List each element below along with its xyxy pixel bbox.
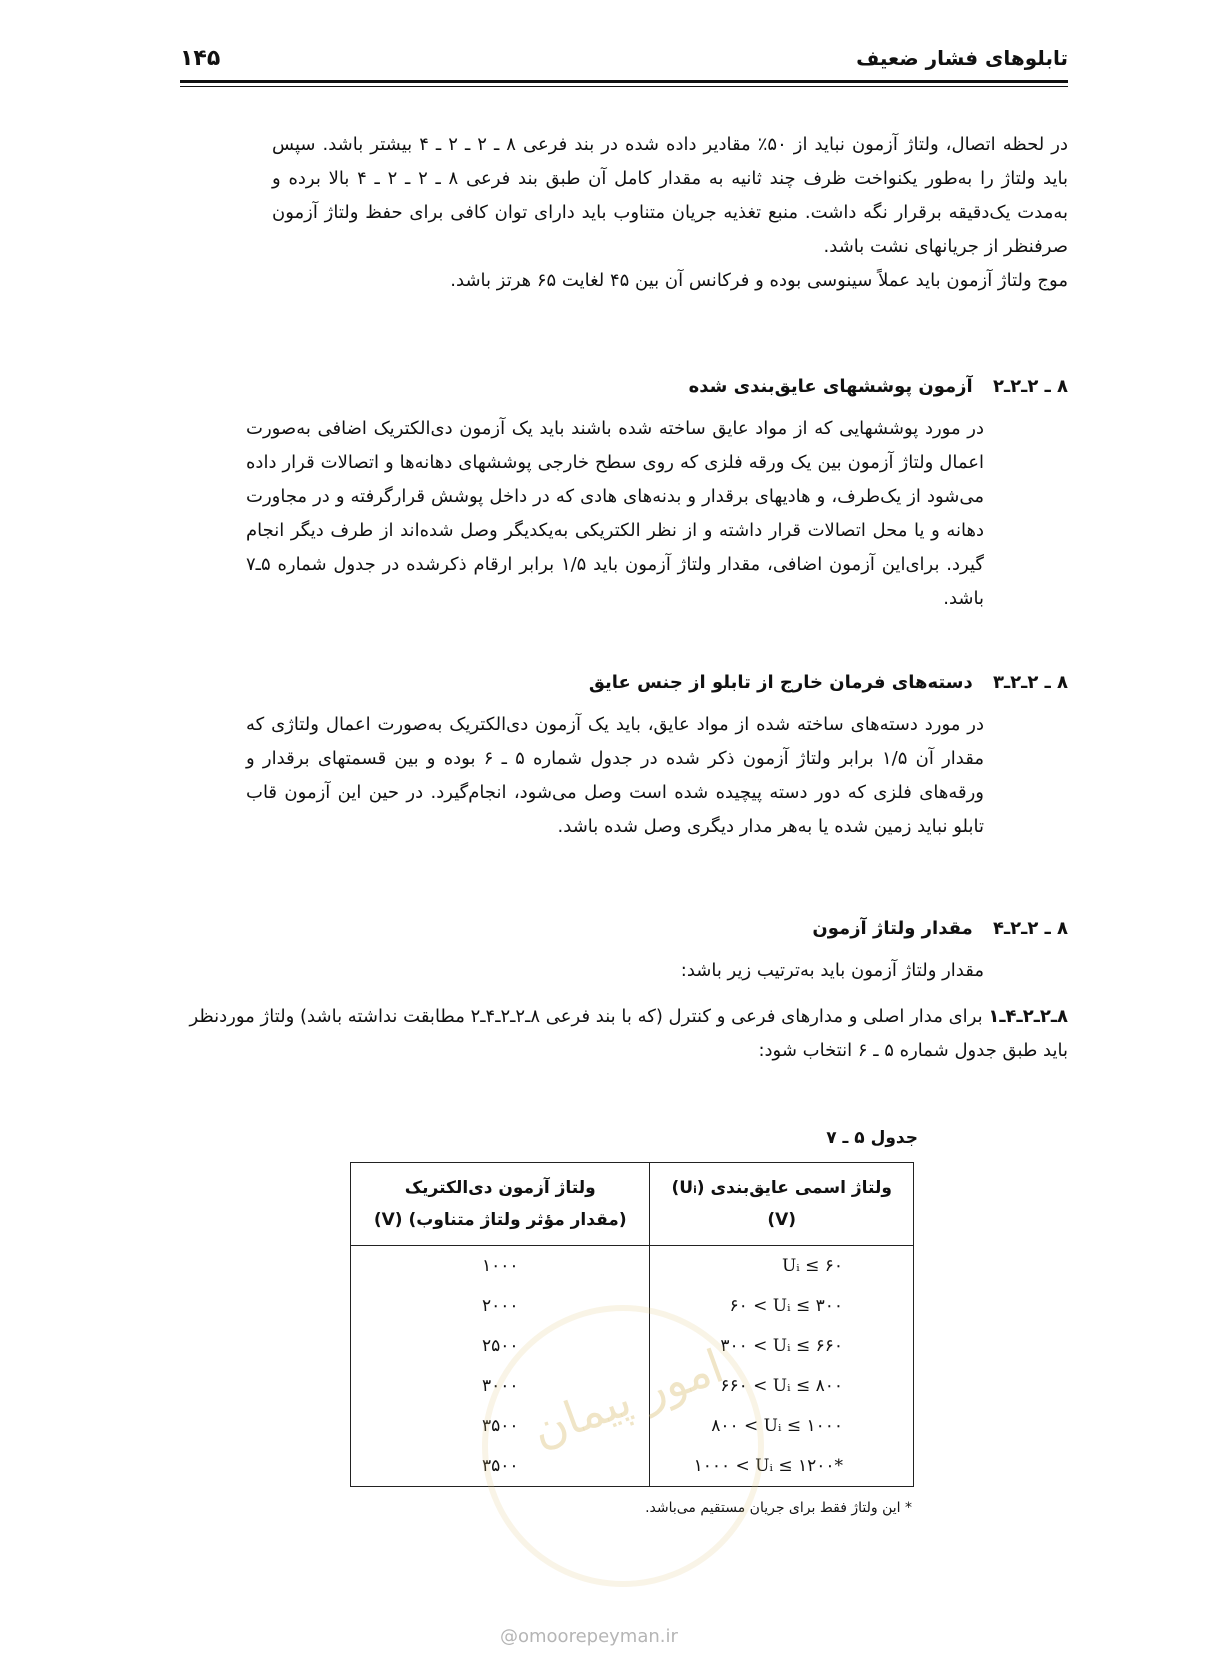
- header-rule-thick: [180, 80, 1068, 83]
- sub-item-text: برای مدار اصلی و مدارهای فرعی و کنترل (که با بند فرعی ۸ـ۲ـ۲ـ۴ـ۲ مطابقت نداشته باشد) ولتاژ موردنظر باید طبق جدول شماره ۵ ـ ۶ انتخاب شود:: [189, 1006, 1068, 1061]
- intro-line-1: در لحظه اتصال، ولتاژ آزمون نباید از ۵۰٪ مقادیر داده شده در بند فرعی ۸ ـ ۲ ـ ۲ ـ ۴ بیشتر باشد. سپس باید ولتاژ را به‌طور یکنواخت ظرف چند ثانیه به مقدار کامل آن طبق بند فرعی ۸ ـ ۲ ـ ۲ ـ ۴ بالا برده و به‌مدت یک‌دقیقه برقرار نگه داشت. منبع تغذیه جریان متناوب باید دارای توان کافی برای حفظ ولتاژ آزمون صرفنظر از جریانهای نشت باشد.: [272, 134, 1069, 257]
- header-rule-thin: [180, 86, 1068, 87]
- rated-voltage-cell: Uᵢ ≤ ۶۰: [650, 1246, 914, 1287]
- test-voltage-cell: ۲۵۰۰: [351, 1326, 650, 1366]
- section-number: ۸ ـ ۲ـ۲ـ۳: [993, 672, 1068, 693]
- section-title: آزمون پوششهای عایق‌بندی شده: [688, 376, 973, 397]
- watermark-seal: [482, 1305, 764, 1587]
- page-header: [180, 46, 1068, 76]
- section-body: در مورد دسته‌های ساخته شده از مواد عایق، باید یک آزمون دی‌الکتریک به‌صورت اعمال ولتاژی که مقدار آن ۱/۵ برابر ولتاژ آزمون ذکر شده در جدول شماره ۵ ـ ۶ بوده و بین قسمتهای برقدار و ورقه‌های فلزی که دور دسته پیچیده شده است وصل می‌شود، انجام‌گیرد. در حین این آزمون قاب تابلو نباید زمین شده یا به‌هر مدار دیگری وصل شده باشد.: [246, 714, 984, 837]
- rated-voltage-cell: ۱۰۰۰ < Uᵢ ≤ ۱۲۰۰*: [650, 1446, 914, 1487]
- rated-voltage-cell: ۸۰۰ < Uᵢ ≤ ۱۰۰۰: [650, 1406, 914, 1446]
- section-title: دسته‌های فرمان خارج از تابلو از جنس عایق: [588, 672, 973, 693]
- section-number: ۸ ـ ۲ـ۲ـ۴: [993, 918, 1068, 939]
- section-body: مقدار ولتاژ آزمون باید به‌ترتیب زیر باشد:: [680, 960, 984, 981]
- test-voltage-cell: ۲۰۰۰: [351, 1286, 650, 1326]
- sub-item-number: ۸ـ۲ـ۲ـ۴ـ۱: [988, 1006, 1068, 1027]
- table-row: [351, 1246, 914, 1287]
- intro-paragraph: [272, 128, 1068, 298]
- watermark-text: امور پیمان: [524, 1338, 731, 1458]
- rated-voltage-cell: ۶۰ < Uᵢ ≤ ۳۰۰: [650, 1286, 914, 1326]
- page-number: ۱۴۵: [180, 46, 221, 71]
- watermark-url: @omoorepeyman.ir: [500, 1626, 678, 1647]
- section-heading: [812, 918, 1068, 939]
- table-footnote: * این ولتاژ فقط برای جریان مستقیم می‌باشد.: [645, 1500, 912, 1516]
- intro-line-2: موج ولتاژ آزمون باید عملاً سینوسی بوده و فرکانس آن بین ۴۵ لغایت ۶۵ هرتز باشد.: [450, 270, 1068, 291]
- rated-voltage-cell: ۶۶۰ < Uᵢ ≤ ۸۰۰: [650, 1366, 914, 1406]
- section-heading: [589, 672, 1068, 693]
- table-caption: جدول ۵ ـ ۷: [826, 1128, 918, 1148]
- header-line: ولتاژ آزمون دی‌الکتریک: [404, 1178, 596, 1198]
- sub-item: [188, 1000, 1068, 1068]
- section-title: مقدار ولتاژ آزمون: [812, 918, 973, 939]
- section-number: ۸ ـ ۲ـ۲ـ۲: [993, 376, 1068, 397]
- running-title: تابلوهای فشار ضعیف: [856, 46, 1068, 70]
- section-heading: [689, 376, 1068, 397]
- rated-voltage-cell: ۳۰۰ < Uᵢ ≤ ۶۶۰: [650, 1326, 914, 1366]
- section-body: در مورد پوششهایی که از مواد عایق ساخته شده باشند باید یک آزمون دی‌الکتریک اضافی به‌صورت اعمال ولتاژ آزمون بین یک ورقه فلزی که روی سطح خارجی پوششهای دهانه‌ها و اتصالات قرار داده می‌شود از یک‌طرف، و هادیهای برقدار و بدنه‌های هادی که در داخل پوشش قرارگرفته و در مجاورت دهانه و یا محل اتصالات قرار داشته و از نظر الکتریکی به‌یکدیگر وصل شده‌اند از طرف دیگر انجام گیرد. برای‌این آزمون اضافی، مقدار ولتاژ آزمون باید ۱/۵ برابر ارقام ذکرشده در جدول شماره ۵ـ۷ باشد.: [246, 418, 984, 609]
- test-voltage-cell: ۱۰۰۰: [351, 1246, 650, 1287]
- test-voltage-cell: ۳۵۰۰: [351, 1406, 650, 1446]
- header-line: ولتاژ اسمی عایق‌بندی (Uᵢ): [671, 1178, 892, 1198]
- header-line: (مقدار مؤثر ولتاژ متناوب) (V): [373, 1210, 627, 1230]
- test-voltage-cell: ۳۰۰۰: [351, 1366, 650, 1406]
- test-voltage-cell: ۳۵۰۰: [351, 1446, 650, 1487]
- table-header-test-voltage: [351, 1163, 650, 1246]
- table-header-rated-voltage: [650, 1163, 914, 1246]
- header-line: (V): [767, 1210, 797, 1230]
